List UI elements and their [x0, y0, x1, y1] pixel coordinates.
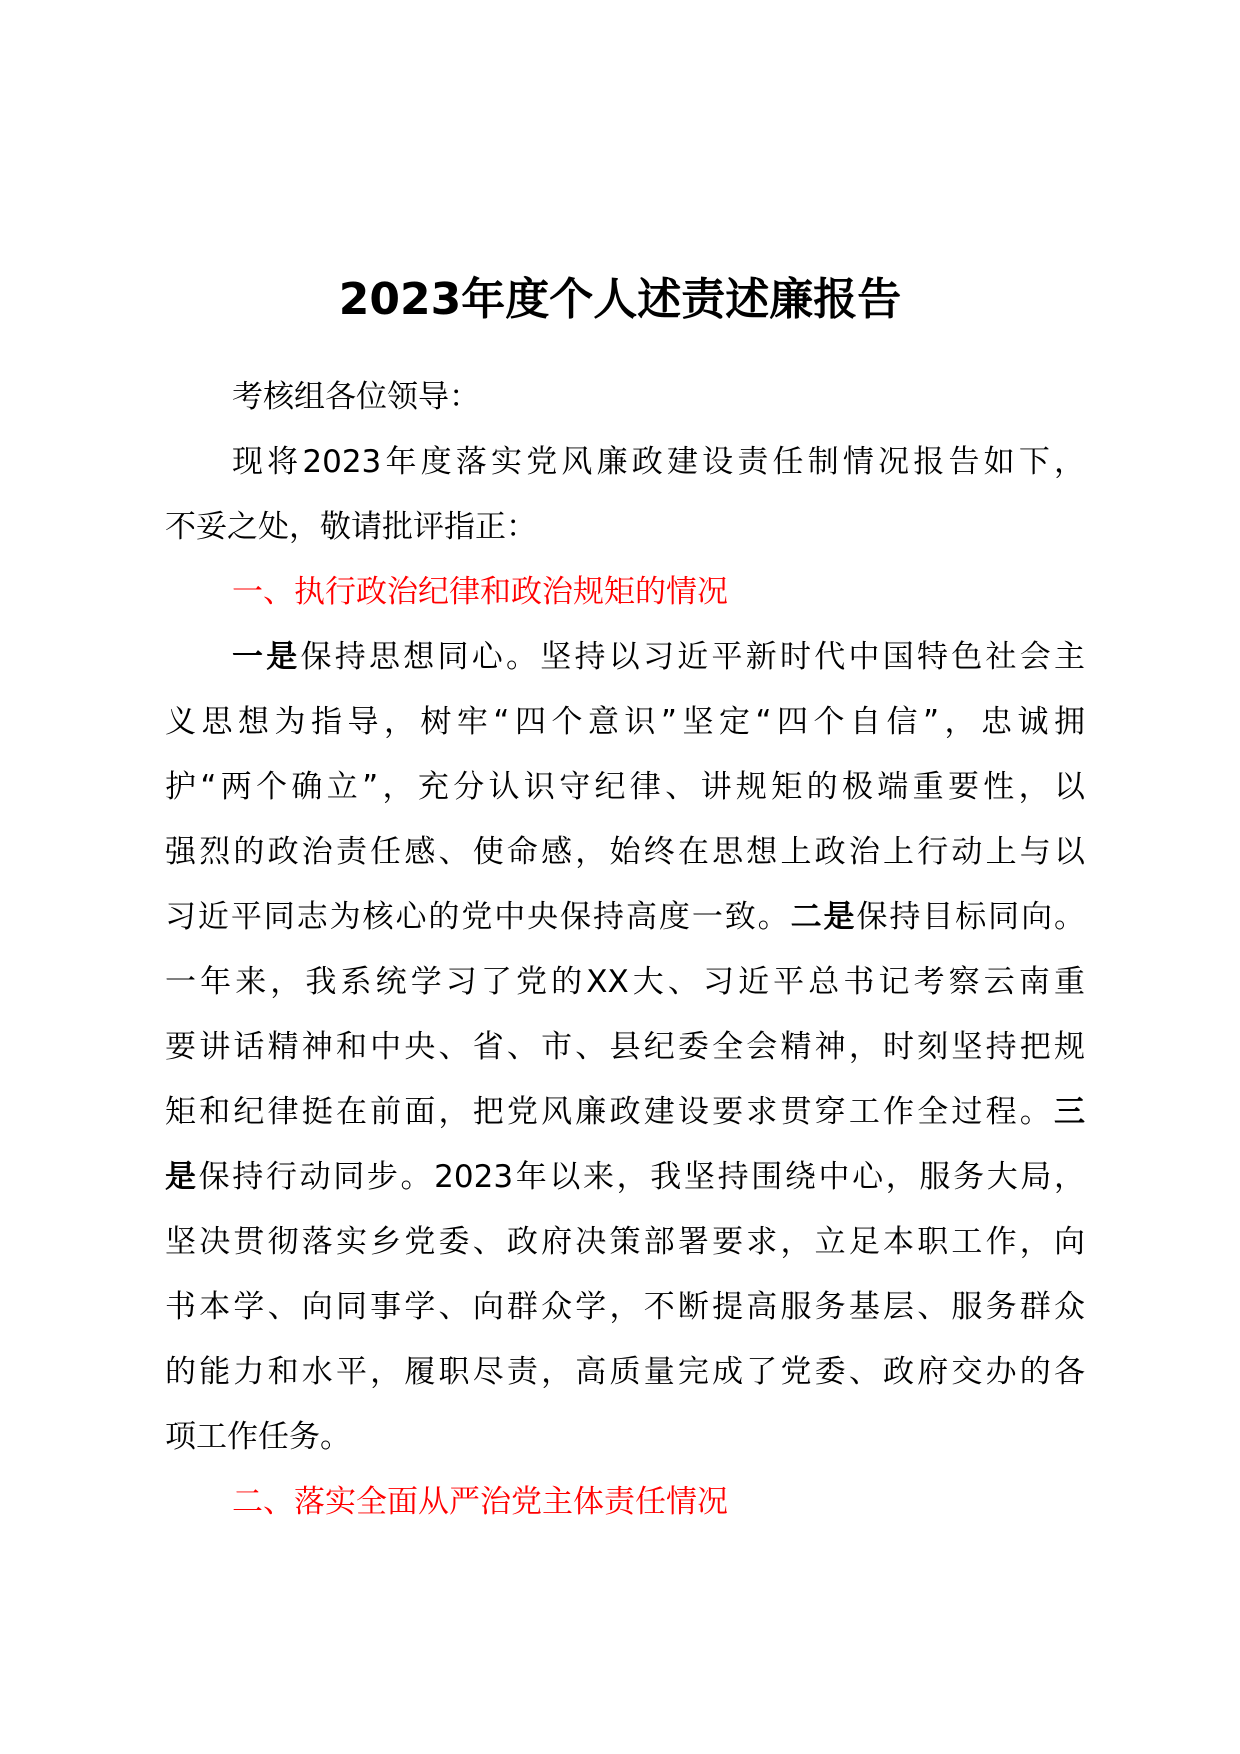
intro-line: 现将2023年度落实党风廉政建设责任制情况报告如下，	[232, 444, 1085, 480]
line-text: 习近平同志为核心的党中央保持高度一致。	[165, 899, 791, 935]
section-heading-1: 一、执行政治纪律和政治规矩的情况	[232, 574, 728, 610]
paragraph-line	[165, 885, 1085, 950]
paragraph-line	[165, 1145, 1085, 1210]
paragraph-line: 护“两个确立”，充分认识守纪律、讲规矩的极端重要性，以	[165, 769, 1085, 805]
document-body	[165, 365, 1085, 1535]
bold-lead: 二是	[790, 899, 857, 935]
paragraph-line	[165, 625, 1085, 690]
bold-lead: 三	[1054, 1094, 1085, 1130]
document-title: 2023年度个人述责述廉报告	[338, 274, 902, 325]
paragraph-line: 强烈的政治责任感、使命感，始终在思想上政治上行动上与以	[165, 834, 1085, 870]
paragraph-line: 项工作任务。	[165, 1419, 351, 1455]
line-text: 保持目标同向。	[856, 899, 1086, 935]
paragraph-line	[165, 1080, 1085, 1145]
greeting: 考核组各位领导：	[232, 379, 480, 415]
paragraph-line: 书本学、向同事学、向群众学，不断提高服务基层、服务群众	[165, 1289, 1085, 1325]
paragraph-line: 坚决贯彻落实乡党委、政府决策部署要求，立足本职工作，向	[165, 1224, 1085, 1260]
line-text: 矩和纪律挺在前面，把党风廉政建设要求贯穿工作全过程。	[165, 1094, 1054, 1130]
paragraph-line: 一年来，我系统学习了党的XX大、习近平总书记考察云南重	[165, 964, 1085, 1000]
bold-lead: 一是	[232, 639, 301, 675]
bold-lead: 是	[165, 1159, 199, 1195]
paragraph-line: 的能力和水平，履职尽责，高质量完成了党委、政府交办的各	[165, 1354, 1085, 1390]
intro-line: 不妥之处，敬请批评指正：	[165, 509, 537, 545]
paragraph-line: 要讲话精神和中央、省、市、县纪委全会精神，时刻坚持把规	[165, 1029, 1085, 1065]
line-text: 保持行动同步。2023年以来，我坚持围绕中心，服务大局，	[198, 1159, 1086, 1195]
section-heading-2: 二、落实全面从严治党主体责任情况	[232, 1484, 728, 1520]
line-text: 保持思想同心。坚持以习近平新时代中国特色社会主	[300, 639, 1085, 675]
paragraph-line: 义思想为指导，树牢“四个意识”坚定“四个自信”，忠诚拥	[165, 704, 1085, 740]
